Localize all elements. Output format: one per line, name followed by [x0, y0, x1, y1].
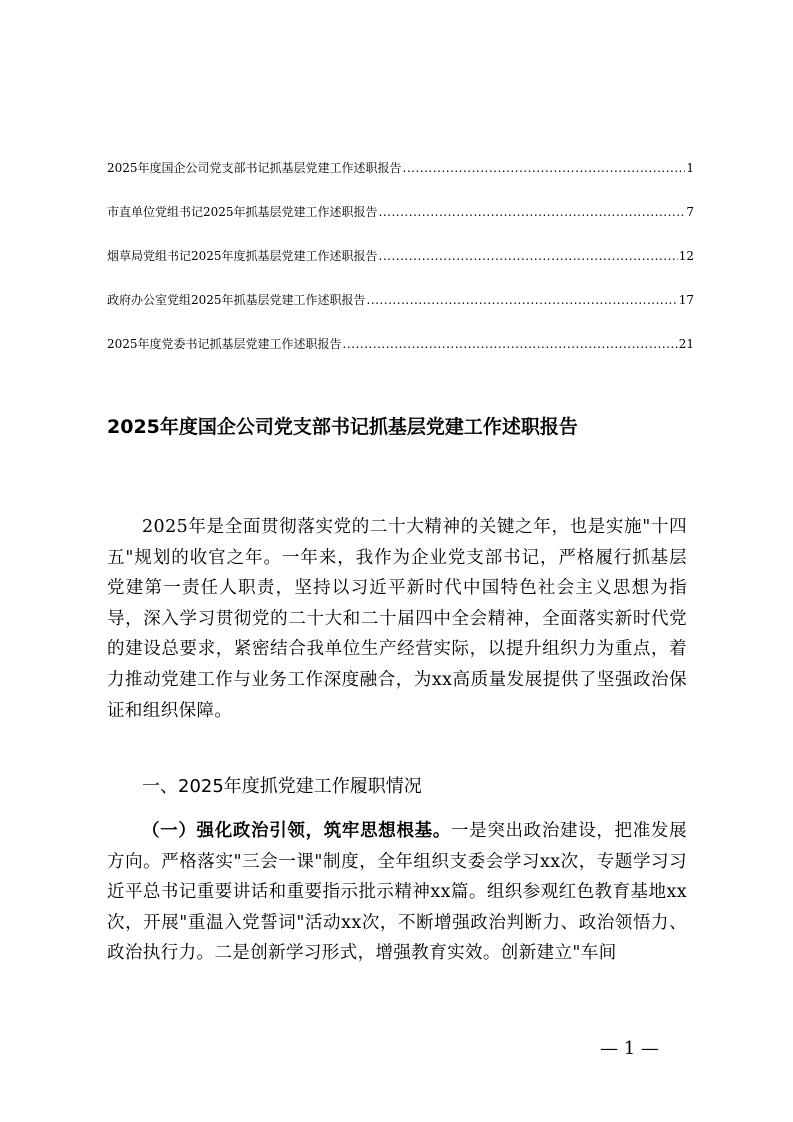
toc-entry-page: 12: [678, 249, 694, 263]
toc-entry-title: 政府办公室党组2025年抓基层党建工作述职报告: [107, 293, 366, 307]
subsection-text: 一是突出政治建设，把准发展方向。严格落实"三会一课"制度，全年组织支委会学习xx次，专题学习习近平总书记重要讲话和重要指示批示精神xx篇。组织参观红色教育基地xx次，开展"重温入党誓词"活动xx次，不断增强政治判断力、政治领悟力、政治执行力。二是创新学习形式，增强教育实效。创新建立"车间: [107, 821, 687, 964]
toc-dot-leader: [379, 249, 678, 263]
page-number: — 1 —: [600, 1038, 659, 1059]
section-heading: 一、2025年度抓党建工作履职情况: [142, 776, 422, 797]
toc-entry[interactable]: [107, 203, 694, 247]
toc-entry[interactable]: [107, 247, 694, 291]
toc-entry-page: 1: [686, 161, 694, 175]
toc-entry-page: 7: [686, 205, 694, 219]
subsection-heading: （一）强化政治引领，筑牢思想根基。: [142, 821, 451, 841]
toc-entry-title: 市直单位党组书记2025年抓基层党建工作述职报告: [107, 205, 378, 219]
toc-entry-page: 17: [678, 293, 694, 307]
toc-dot-leader: [379, 205, 686, 219]
toc-entry-title: 2025年度国企公司党支部书记抓基层党建工作述职报告: [107, 161, 402, 175]
toc-dot-leader: [367, 293, 678, 307]
intro-paragraph: 2025年是全面贯彻落实党的二十大精神的关键之年，也是实施"十四五"规划的收官之年。一年来，我作为企业党支部书记，严格履行抓基层党建第一责任人职责，坚持以习近平新时代中国特色社会主义思想为指导，深入学习贯彻党的二十大和二十届四中全会精神，全面落实新时代党的建设总要求，紧密结合我单位生产经营实际，以提升组织力为重点，着力推动党建工作与业务工作深度融合，为xx高质量发展提供了坚强政治保证和组织保障。: [107, 517, 687, 721]
toc-entry-page: 21: [678, 337, 694, 351]
toc-entry[interactable]: [107, 291, 694, 335]
toc-entry-title: 2025年度党委书记抓基层党建工作述职报告: [107, 337, 342, 351]
document-title: 2025年度国企公司党支部书记抓基层党建工作述职报告: [107, 416, 578, 438]
toc-entry[interactable]: [107, 335, 694, 379]
table-of-contents: [107, 159, 694, 379]
toc-dot-leader: [403, 161, 686, 175]
toc-dot-leader: [343, 337, 678, 351]
toc-entry-title: 烟草局党组书记2025年度抓基层党建工作述职报告: [107, 249, 378, 263]
toc-entry[interactable]: [107, 159, 694, 203]
body-paragraph: [107, 816, 687, 969]
